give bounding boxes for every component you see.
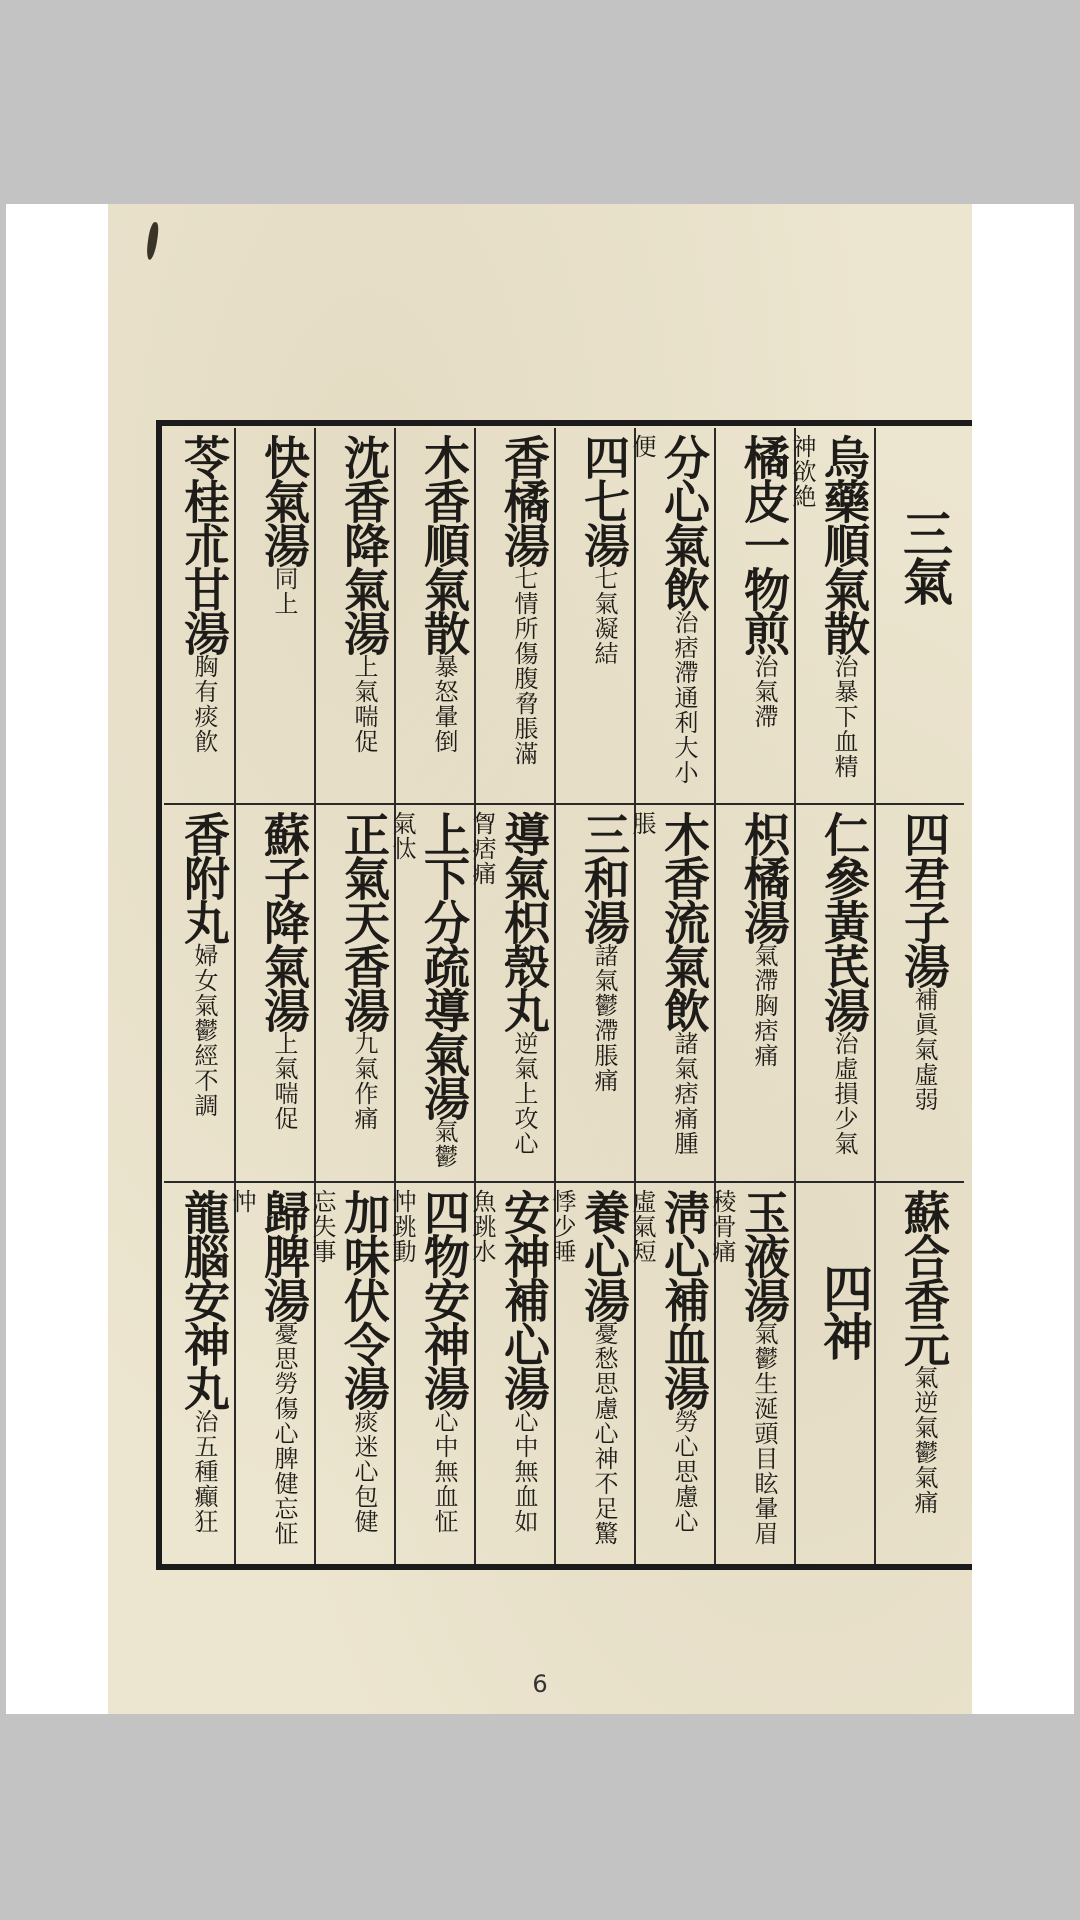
prescription-name: 枳橘湯 — [737, 811, 791, 943]
indication-note: 氣逆氣鬱氣痛 — [910, 1365, 938, 1515]
prescription-name: 沈香降氣湯 — [337, 434, 391, 654]
prescription-entry — [308, 1189, 392, 1554]
indication-note: 同上 — [270, 566, 298, 616]
indication-note: 治虛損少氣 — [830, 1031, 858, 1156]
indication-note: 憂思勞傷心脾健忘怔忡 — [228, 1189, 298, 1546]
indication-note: 心中無血如魚跳水 — [468, 1189, 538, 1534]
indication-note: 補眞氣虛弱 — [910, 987, 938, 1112]
prescription-entry — [876, 1189, 952, 1554]
viewer-top-bar — [0, 0, 1080, 204]
prescription-entry — [716, 434, 792, 799]
prescription-name: 龍腦安神丸 — [177, 1189, 231, 1409]
prescription-entry — [716, 811, 792, 1176]
prescription-name: 養心湯 — [577, 1189, 631, 1321]
prescription-entry — [316, 811, 392, 1176]
prescription-entry — [236, 434, 312, 799]
indication-note: 諸氣痞痛腫脹 — [628, 811, 698, 1156]
prescription-name: 四七湯 — [577, 434, 631, 566]
prescription-table — [156, 420, 972, 1570]
indication-note: 胸有痰飮 — [190, 654, 218, 754]
row-divider — [164, 803, 964, 805]
indication-note: 暴怒暈倒 — [430, 654, 458, 754]
prescription-entry — [708, 1189, 792, 1554]
indication-note: 勞心思慮心虛氣短 — [628, 1189, 698, 1534]
prescription-name: 蘇合香元 — [897, 1189, 951, 1365]
indication-note: 氣鬱氣忲 — [388, 811, 458, 1169]
prescription-name: 木香順氣散 — [417, 434, 471, 654]
prescription-name: 快氣湯 — [257, 434, 311, 566]
indication-note: 治五種癲狂 — [190, 1409, 218, 1534]
prescription-entry — [156, 434, 232, 799]
prescription-entry — [396, 434, 472, 799]
prescription-name: 苓桂朮甘湯 — [177, 434, 231, 654]
prescription-entry — [388, 1189, 472, 1554]
prescription-entry — [628, 434, 712, 799]
prescription-entry — [316, 434, 392, 799]
prescription-name: 安神補心湯 — [497, 1189, 551, 1409]
prescription-name: 歸脾湯 — [257, 1189, 311, 1321]
prescription-name: 仁參黃芪湯 — [817, 811, 871, 1031]
row-divider — [164, 1181, 964, 1183]
indication-note: 治氣滯 — [750, 654, 778, 729]
prescription-name: 四物安神湯 — [417, 1189, 471, 1409]
indication-note: 九氣作痛 — [350, 1031, 378, 1131]
prescription-entry — [468, 811, 552, 1176]
prescription-entry — [628, 1189, 712, 1554]
prescription-name: 三和湯 — [577, 811, 631, 943]
indication-note: 心中無血怔忡跳動 — [388, 1189, 458, 1534]
prescription-entry — [796, 811, 872, 1176]
prescription-entry — [876, 811, 952, 1176]
indication-note: 婦女氣鬱經不調 — [190, 943, 218, 1118]
section-heading — [796, 1263, 872, 1628]
indication-note: 治痞滯通利大小便 — [628, 434, 698, 785]
prescription-entry — [388, 811, 472, 1176]
prescription-name: 橘皮一物煎 — [737, 434, 791, 654]
prescription-name: 導氣枳殼丸 — [497, 811, 551, 1031]
indication-note: 七情所傷腹脅脹滿 — [510, 566, 538, 766]
prescription-entry — [628, 811, 712, 1176]
prescription-name: 木香流氣飲 — [657, 811, 711, 1031]
prescription-name: 烏藥順氣散 — [817, 434, 871, 654]
indication-note: 上氣喘促 — [350, 654, 378, 754]
prescription-entry — [468, 1189, 552, 1554]
prescription-name: 加味伏令湯 — [337, 1189, 391, 1409]
prescription-entry — [548, 1189, 632, 1554]
indication-note: 治暴下血精神欲絶 — [788, 434, 858, 779]
indication-note: 憂愁思慮心神不足驚悸少睡 — [548, 1189, 618, 1546]
prescription-name: 正氣天香湯 — [337, 811, 391, 1031]
indication-note: 上氣喘促 — [270, 1031, 298, 1131]
prescription-name: 分心氣飲 — [657, 434, 711, 610]
prescription-entry — [236, 811, 312, 1176]
prescription-entry — [476, 434, 552, 799]
prescription-entry — [156, 811, 232, 1176]
prescription-name: 蘇子降氣湯 — [257, 811, 311, 1031]
indication-note: 氣鬱生涎頭目眩暈眉稜骨痛 — [708, 1189, 778, 1546]
prescription-name: 香橘湯 — [497, 434, 551, 566]
prescription-name: 香附丸 — [177, 811, 231, 943]
prescription-entry — [556, 434, 632, 799]
prescription-entry — [788, 434, 872, 799]
prescription-entry — [228, 1189, 312, 1554]
prescription-entry — [156, 1189, 232, 1554]
prescription-entry — [556, 811, 632, 1176]
indication-note: 氣滯胸痞痛 — [750, 943, 778, 1068]
indication-note: 七氣凝結 — [590, 566, 618, 666]
prescription-name: 四君子湯 — [897, 811, 951, 987]
viewer-bottom-bar — [0, 1714, 1080, 1920]
prescription-name: 四神 — [815, 1263, 874, 1359]
prescription-name: 上下分疏導氣湯 — [417, 811, 471, 1119]
prescription-name: 三氣 — [895, 508, 954, 604]
indication-note: 痰迷心包健忘失事 — [308, 1189, 378, 1534]
prescription-name: 淸心補血湯 — [657, 1189, 711, 1409]
page-number: 6 — [532, 1670, 548, 1698]
indication-note: 逆氣上攻心胷痞痛 — [468, 811, 538, 1156]
prescription-name: 玉液湯 — [737, 1189, 791, 1321]
indication-note: 諸氣鬱滯脹痛 — [590, 943, 618, 1093]
